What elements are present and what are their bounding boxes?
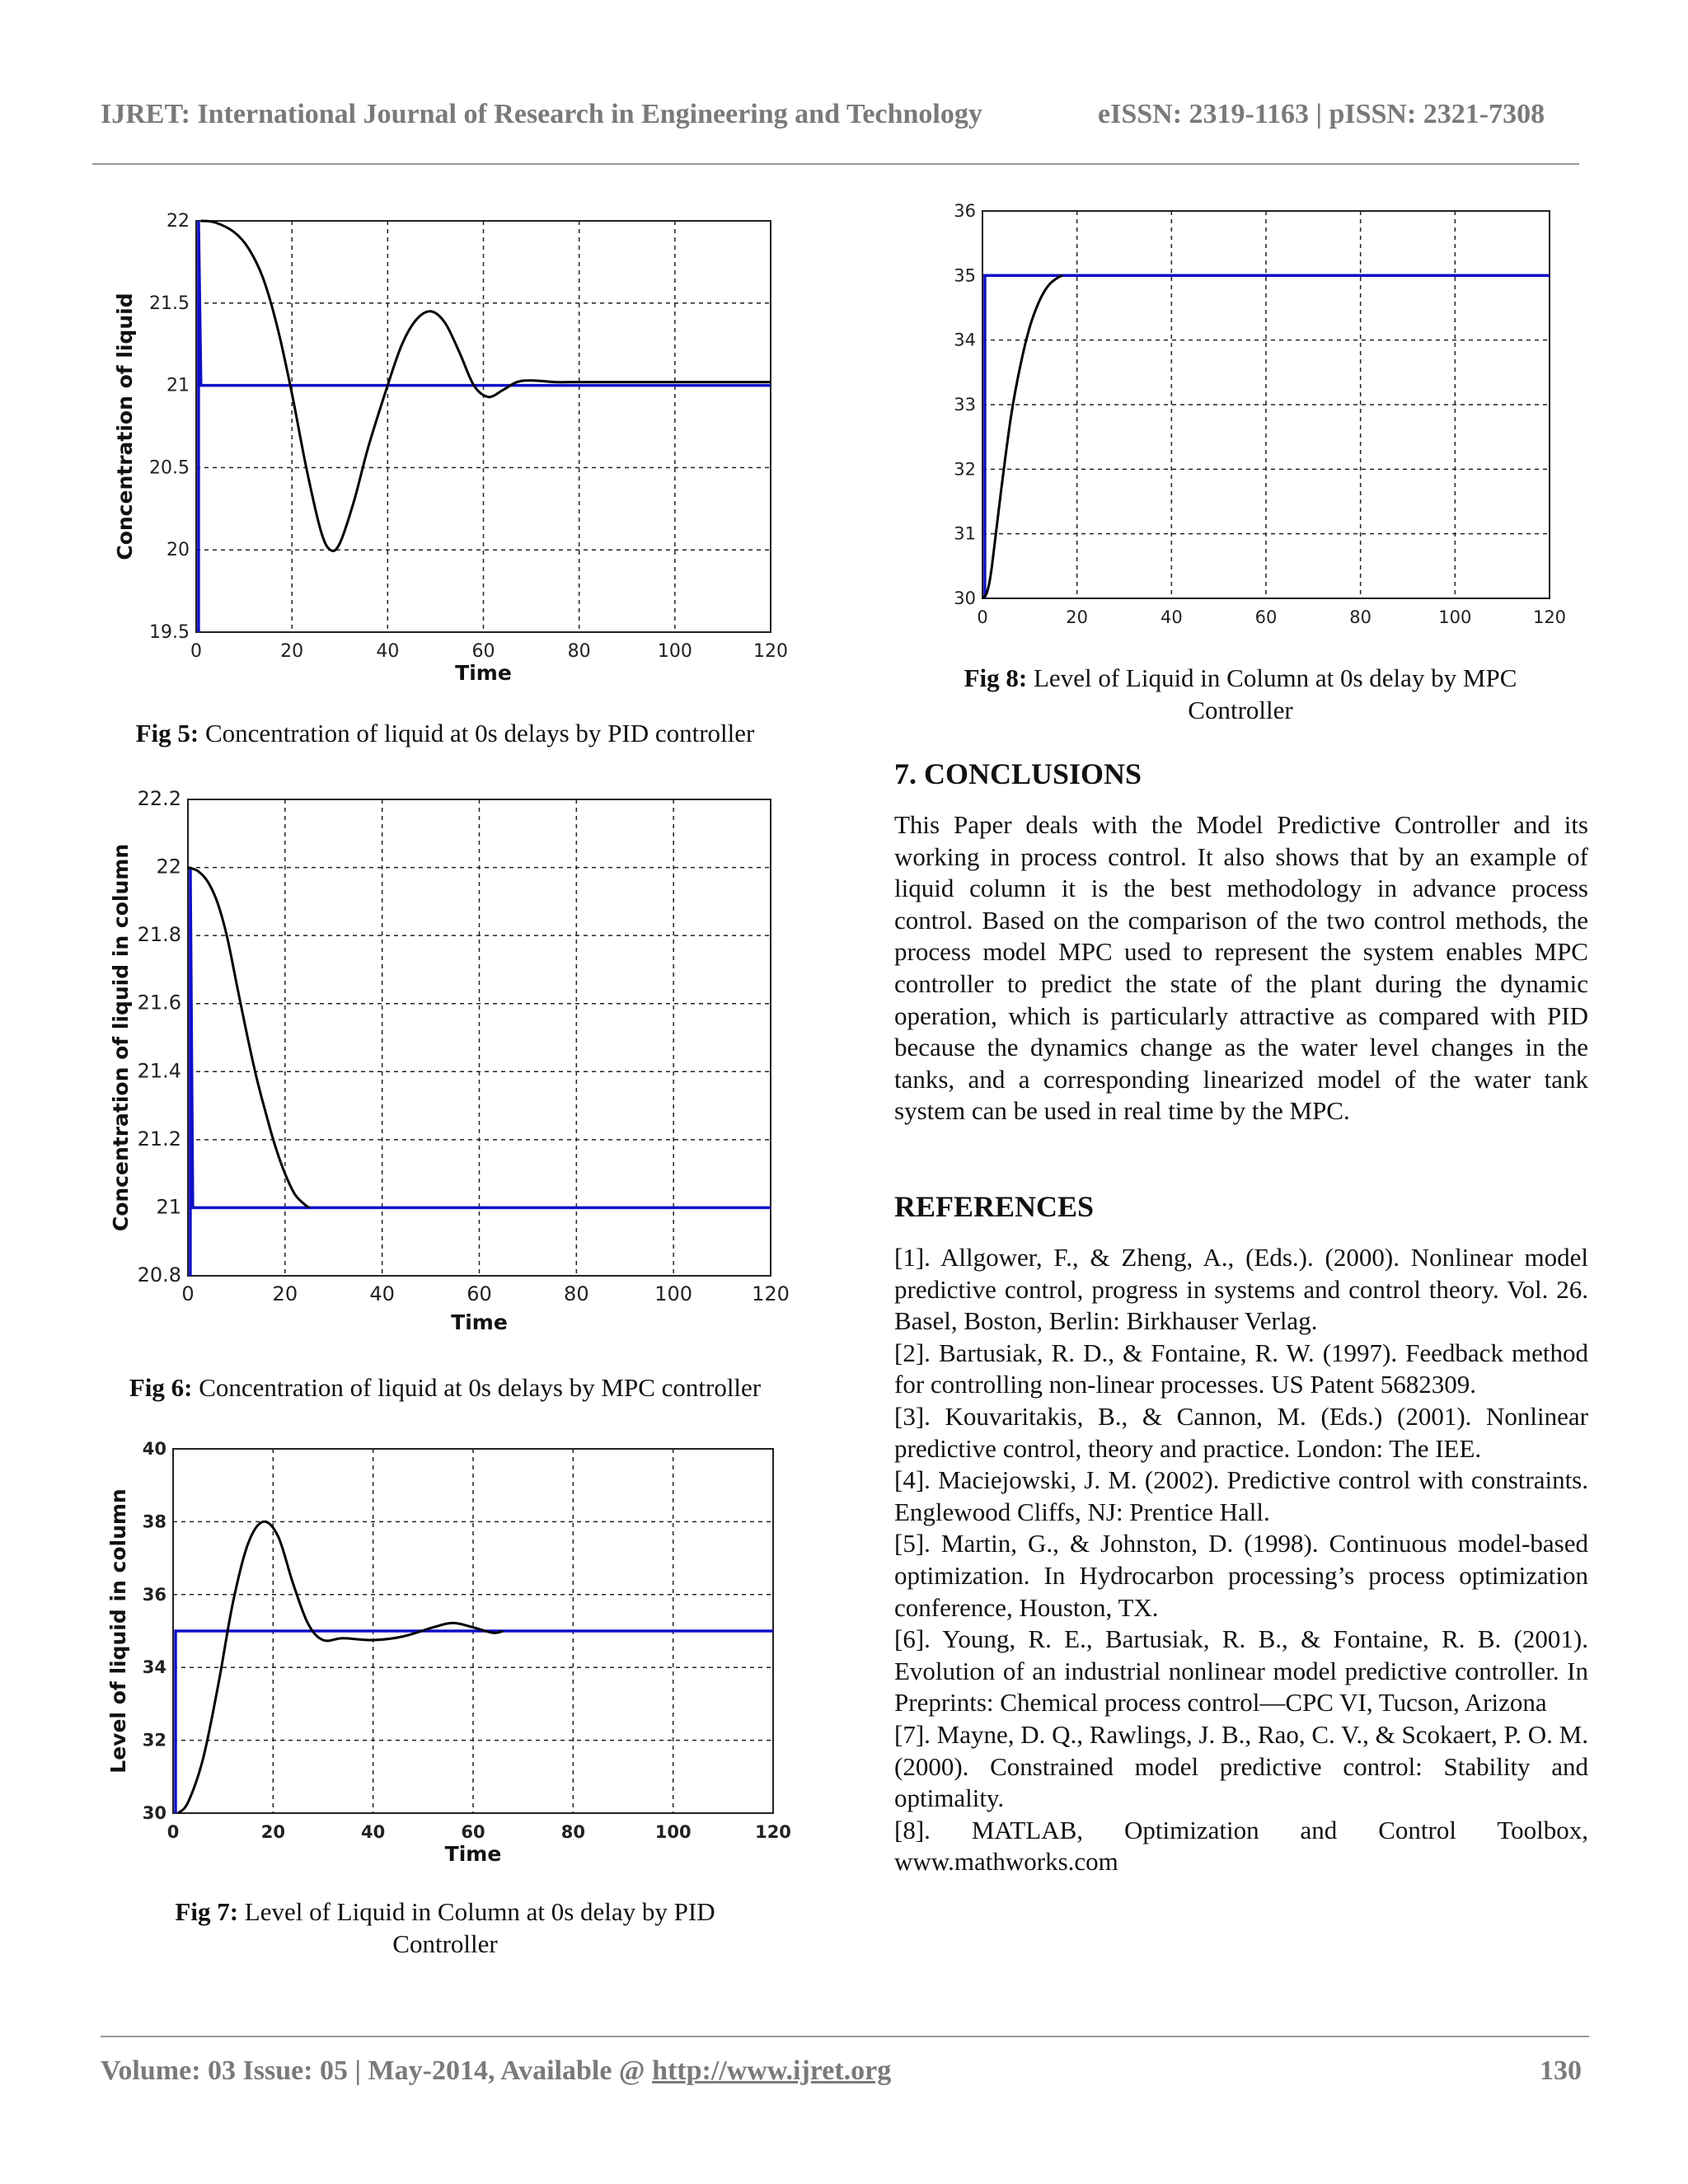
x-tick-label: 60 [461, 1822, 485, 1842]
y-tick-label: 33 [954, 395, 976, 415]
y-tick-label: 20.5 [149, 457, 190, 479]
x-tick-label: 20 [260, 1822, 285, 1842]
fig5-caption-text: Concentration of liquid at 0s delays by PID controller [199, 719, 755, 748]
journal-header-issn: eISSN: 2319-1163 | pISSN: 2321-7308 [1098, 99, 1545, 129]
x-tick-label: 100 [654, 1282, 693, 1305]
footer-link[interactable]: http://www.ijret.org [652, 2055, 892, 2086]
x-tick-label: 20 [280, 641, 304, 662]
fig6-caption-label: Fig 6: [129, 1373, 193, 1402]
reference-item: [1]. Allgower, F., & Zheng, A., (Eds.). (2000). Nonlinear model predictive control, progress in systems and control theory. Vol. 26. Basel, Boston, Berlin: Birkhauser Verlag. [894, 1243, 1588, 1336]
reference-item: [3]. Kouvaritakis, B., & Cannon, M. (Eds.) (2001). Nonlinear predictive control, theory and practice. London: The IEE. [894, 1401, 1588, 1463]
y-tick-label: 30 [954, 588, 976, 608]
fig8-caption-label: Fig 8: [964, 663, 1028, 692]
journal-header-title: IJRET: International Journal of Research in Engineering and Technology [101, 99, 982, 129]
x-tick-label: 80 [567, 641, 591, 662]
x-tick-label: 60 [1254, 607, 1278, 627]
response-line [982, 275, 1063, 598]
y-tick-label: 19.5 [149, 622, 190, 643]
y-tick-label: 34 [954, 330, 976, 350]
reference-item: [4]. Maciejowski, J. M. (2002). Predictive control with constraints. Englewood Cliffs, NJ: Prentice Hall. [894, 1465, 1588, 1526]
y-tick-label: 36 [142, 1584, 166, 1605]
y-tick-label: 31 [954, 523, 976, 544]
y-tick-label: 21.5 [149, 293, 190, 314]
y-tick-label: 21 [166, 375, 190, 396]
x-tick-label: 120 [755, 1822, 791, 1842]
y-tick-label: 21.6 [137, 991, 181, 1015]
y-tick-label: 21.4 [137, 1059, 181, 1083]
x-axis-label: Time [451, 1310, 508, 1334]
x-tick-label: 120 [1532, 607, 1567, 627]
y-tick-label: 32 [954, 459, 976, 480]
x-tick-label: 40 [1160, 607, 1183, 627]
footer-volume [101, 2055, 891, 2087]
y-tick-label: 35 [954, 265, 976, 286]
reference-item: [8]. MATLAB, Optimization and Control Toolbox, www.mathworks.com [894, 1815, 1588, 1877]
x-tick-label: 120 [753, 641, 788, 662]
y-axis-label: Level of liquid in column [106, 1488, 130, 1774]
fig8-caption [898, 662, 1582, 726]
x-tick-label: 100 [1438, 607, 1472, 627]
fig7-caption-label: Fig 7: [175, 1897, 239, 1926]
conclusions-body: This Paper deals with the Model Predictive Controller and its working in process control. It also shows that by an example of liquid column it is the best methodology in advance process control. Based on the comparison of the two control methods, the process model MPC used to represent the system enables MPC controller to predict the state of the plant during the dynamic operation, which is particularly attractive as compared with PID because the dynamics change as the water level changes in the tanks, and a corresponding linearized model of the water tank system can be used in real time by the MPC. [894, 810, 1588, 1126]
x-tick-label: 80 [564, 1282, 589, 1305]
fig5-caption [82, 717, 808, 749]
y-tick-label: 20.8 [137, 1263, 181, 1286]
y-axis-label: Concentration of liquid [113, 293, 137, 560]
x-tick-label: 20 [1066, 607, 1089, 627]
x-tick-label: 40 [369, 1282, 395, 1305]
references-list [894, 1242, 1588, 1878]
y-tick-label: 21 [156, 1195, 181, 1219]
footer-divider [101, 2036, 1589, 2037]
fig5-caption-label: Fig 5: [135, 719, 199, 748]
fig8-caption-line2: Controller [1188, 696, 1293, 724]
reference-item: [6]. Young, R. E., Bartusiak, R. B., & Fontaine, R. B. (2001). Evolution of an industrial nonlinear model predictive controller. In Preprints: Chemical process control—CPC VI, Tucson, Arizona [894, 1624, 1588, 1718]
y-tick-label: 21.2 [137, 1127, 181, 1151]
y-tick-label: 30 [142, 1803, 166, 1823]
y-tick-label: 32 [142, 1730, 166, 1750]
page-number: 130 [1540, 2055, 1582, 2086]
fig8-caption-line1: Level of Liquid in Column at 0s delay by MPC [1027, 663, 1517, 692]
x-tick-label: 60 [467, 1282, 492, 1305]
fig6-caption [82, 1371, 808, 1404]
x-tick-label: 100 [654, 1822, 692, 1842]
y-tick-label: 34 [142, 1657, 166, 1678]
reference-item: [7]. Mayne, D. Q., Rawlings, J. B., Rao, C. V., & Scokaert, P. O. M. (2000). Constrained model predictive control: Stability and optimality. [894, 1719, 1588, 1813]
x-tick-label: 40 [361, 1822, 386, 1842]
x-tick-label: 20 [272, 1282, 298, 1305]
y-tick-label: 21.8 [137, 923, 181, 947]
y-tick-label: 22 [166, 211, 190, 232]
references-heading: REFERENCES [894, 1190, 1095, 1223]
fig7-caption [82, 1896, 808, 1960]
y-tick-label: 40 [142, 1439, 166, 1459]
conclusions-heading: 7. CONCLUSIONS [894, 757, 1142, 790]
fig7-caption-line2: Controller [392, 1929, 498, 1958]
x-tick-label: 0 [190, 641, 202, 662]
x-tick-label: 0 [181, 1282, 195, 1305]
x-tick-label: 0 [977, 607, 988, 627]
x-tick-label: 80 [1349, 607, 1372, 627]
fig7-caption-line1: Level of Liquid in Column at 0s delay by PID [238, 1897, 715, 1926]
x-tick-label: 0 [166, 1822, 180, 1842]
setpoint-line [985, 275, 1550, 598]
x-tick-label: 120 [752, 1282, 790, 1305]
y-tick-label: 20 [166, 540, 190, 561]
x-axis-label: Time [444, 1842, 502, 1866]
y-tick-label: 38 [142, 1511, 166, 1532]
x-tick-label: 80 [560, 1822, 585, 1842]
x-tick-label: 60 [471, 641, 495, 662]
x-tick-label: 40 [376, 641, 400, 662]
x-tick-label: 100 [657, 641, 692, 662]
footer-volume-text: Volume: 03 Issue: 05 | May-2014, Available @ [101, 2055, 653, 2086]
y-tick-label: 36 [954, 201, 976, 221]
reference-item: [2]. Bartusiak, R. D., & Fontaine, R. W. (1997). Feedback method for controlling non-linear processes. US Patent 5682309. [894, 1338, 1588, 1399]
reference-item: [5]. Martin, G., & Johnston, D. (1998). Continuous model-based optimization. In Hydrocarbon processing’s process optimization conference, Houston, TX. [894, 1529, 1588, 1622]
y-tick-label: 22 [156, 855, 181, 879]
y-axis-label: Concentration of liquid in column [109, 843, 133, 1232]
x-axis-label: Time [455, 661, 512, 685]
y-tick-label: 22.2 [137, 787, 181, 810]
fig6-caption-text: Concentration of liquid at 0s delays by MPC controller [192, 1373, 762, 1402]
